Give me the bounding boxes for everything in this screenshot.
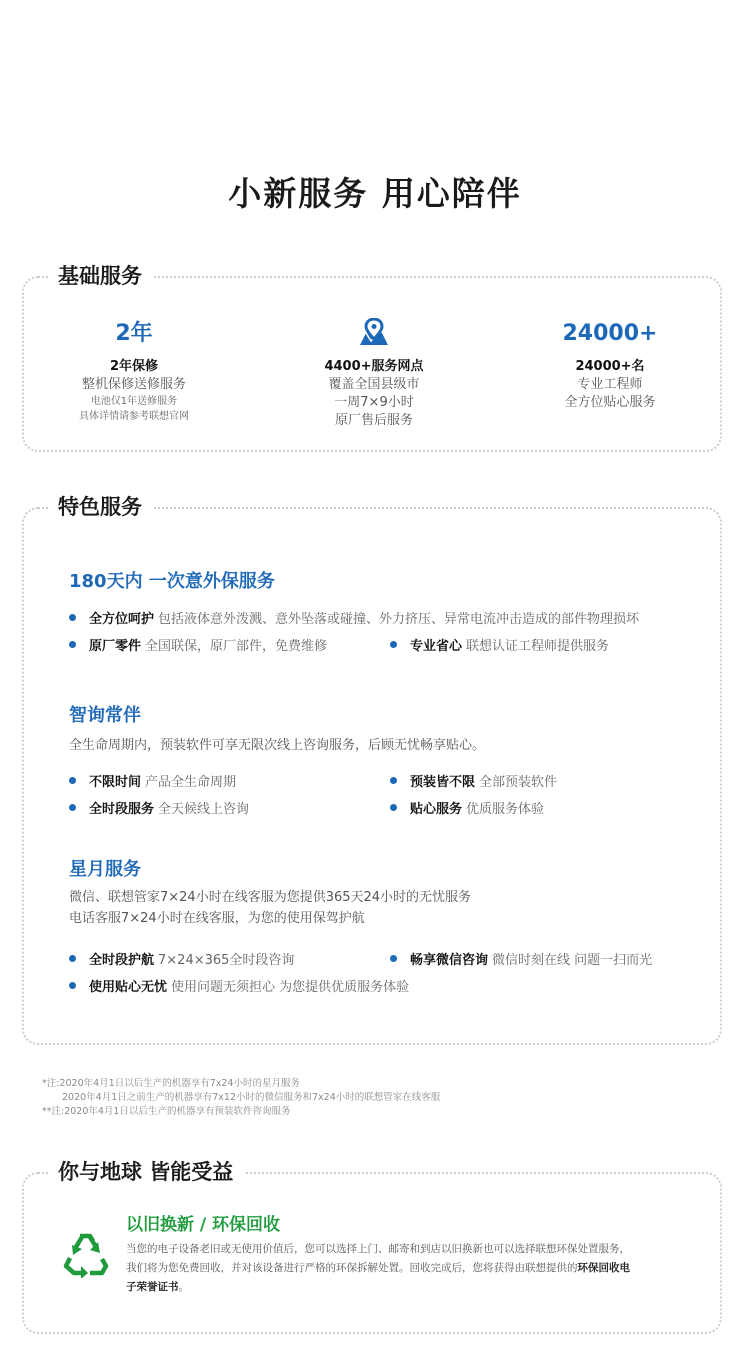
special-services-card [22, 495, 722, 1045]
bullet-item: 原厂零件 全国联保，原厂部件，免费维修 [69, 637, 327, 657]
bullet-item: 全时段服务 全天候线上咨询 [69, 800, 249, 820]
bullet-dot [69, 641, 76, 648]
map-location-icon [264, 318, 484, 350]
service-points-line: 覆盖全国县级市 [328, 377, 420, 392]
basic-services-card [22, 264, 722, 452]
bullet-dot [69, 614, 76, 621]
page-title: 小新服务 用心陪伴 [228, 174, 522, 213]
bullet-dot [390, 955, 397, 962]
warranty-note: 具体详情请参考联想官网 [79, 411, 189, 422]
star-service-description: 电话客服7×24小时在线客服，为您的使用保驾护航 [69, 911, 365, 926]
bullet-item: 预装皆不限 全部预装软件 [390, 773, 557, 793]
warranty-big-label: 2年 [115, 321, 153, 346]
engineers-column [500, 318, 720, 412]
recycle-icon [62, 1230, 110, 1278]
bullet-item: 专业省心 联想认证工程师提供服务 [390, 637, 609, 657]
service-points-title: 4400+服务网点 [324, 359, 424, 374]
bullet-dot [390, 641, 397, 648]
bullet-item: 全时段护航 7×24×365全时段咨询 [69, 951, 294, 971]
trade-in-recycle-title: 以旧换新 / 环保回收 [126, 1215, 281, 1235]
earth-benefit-heading: 你与地球 皆能受益 [48, 1154, 245, 1190]
bullet-dot [390, 777, 397, 784]
bullet-dot [69, 955, 76, 962]
warranty-note: 电池仅1年送修服务 [90, 396, 178, 407]
bullet-dot [69, 982, 76, 989]
warranty-column [24, 318, 244, 424]
service-points-column [264, 318, 484, 430]
footnotes [42, 1077, 440, 1119]
basic-services-heading: 基础服务 [48, 258, 154, 294]
accident-protection-title: 180天内 一次意外保服务 [69, 571, 275, 592]
star-service-title: 星月服务 [69, 859, 141, 880]
footnote: *注:2020年4月1日以后生产的机器享有7x24小时的星月服务 [42, 1078, 300, 1089]
service-points-line: 一周7×9小时 [334, 395, 414, 410]
bullet-item: 不限时间 产品全生命周期 [69, 773, 236, 793]
consult-description: 全生命周期内，预装软件可享无限次线上咨询服务，后顾无忧畅享贴心。 [69, 738, 486, 753]
bullet-item: 使用贴心无忧 使用问题无须担心 为您提供优质服务体验 [69, 978, 409, 998]
warranty-line: 整机保修送修服务 [81, 377, 186, 392]
warranty-title: 2年保修 [109, 359, 159, 374]
trade-in-recycle-description: 当您的电子设备老旧或无使用价值后，您可以选择上门、邮寄和到店以旧换新也可以选择联想环保处置服务，我们将为您免费回收，并对该设备进行严格的环保拆解处置。回收完成后，您将获得由联想提供的环保回收电子荣誉证书。 [126, 1243, 630, 1293]
engineers-line: 专业工程师 [577, 377, 643, 392]
earth-benefit-card [22, 1160, 722, 1334]
bullet-dot [390, 804, 397, 811]
star-service-description: 微信、联想管家7×24小时在线客服为您提供365天24小时的无忧服务 [69, 890, 472, 905]
bullet-dot [69, 804, 76, 811]
engineers-title: 24000+名 [575, 359, 645, 374]
footnote: 2020年4月1日之前生产的机器享有7x12小时的微信服务和7x24小时的联想管家在线客服 [62, 1092, 441, 1103]
bullet-item: 畅享微信咨询 微信时刻在线 问题一扫而光 [390, 951, 652, 971]
service-points-line: 原厂售后服务 [334, 413, 413, 428]
footnote: **注:2020年4月1日以后生产的机器享有预装软件咨询服务 [42, 1106, 291, 1117]
consult-title: 智询常伴 [69, 705, 141, 726]
bullet-item: 贴心服务 优质服务体验 [390, 800, 544, 820]
bullet-dot [69, 777, 76, 784]
certificate-highlight: 环保回收电子荣誉证书 [126, 1262, 630, 1293]
special-services-heading: 特色服务 [48, 489, 154, 525]
bullet-item: 全方位呵护 包括液体意外泼溅、意外坠落或碰撞、外力挤压、异常电流冲击造成的部件物理损坏 [69, 610, 639, 630]
engineers-big-label: 24000+ [562, 321, 658, 346]
engineers-line: 全方位贴心服务 [564, 395, 656, 410]
